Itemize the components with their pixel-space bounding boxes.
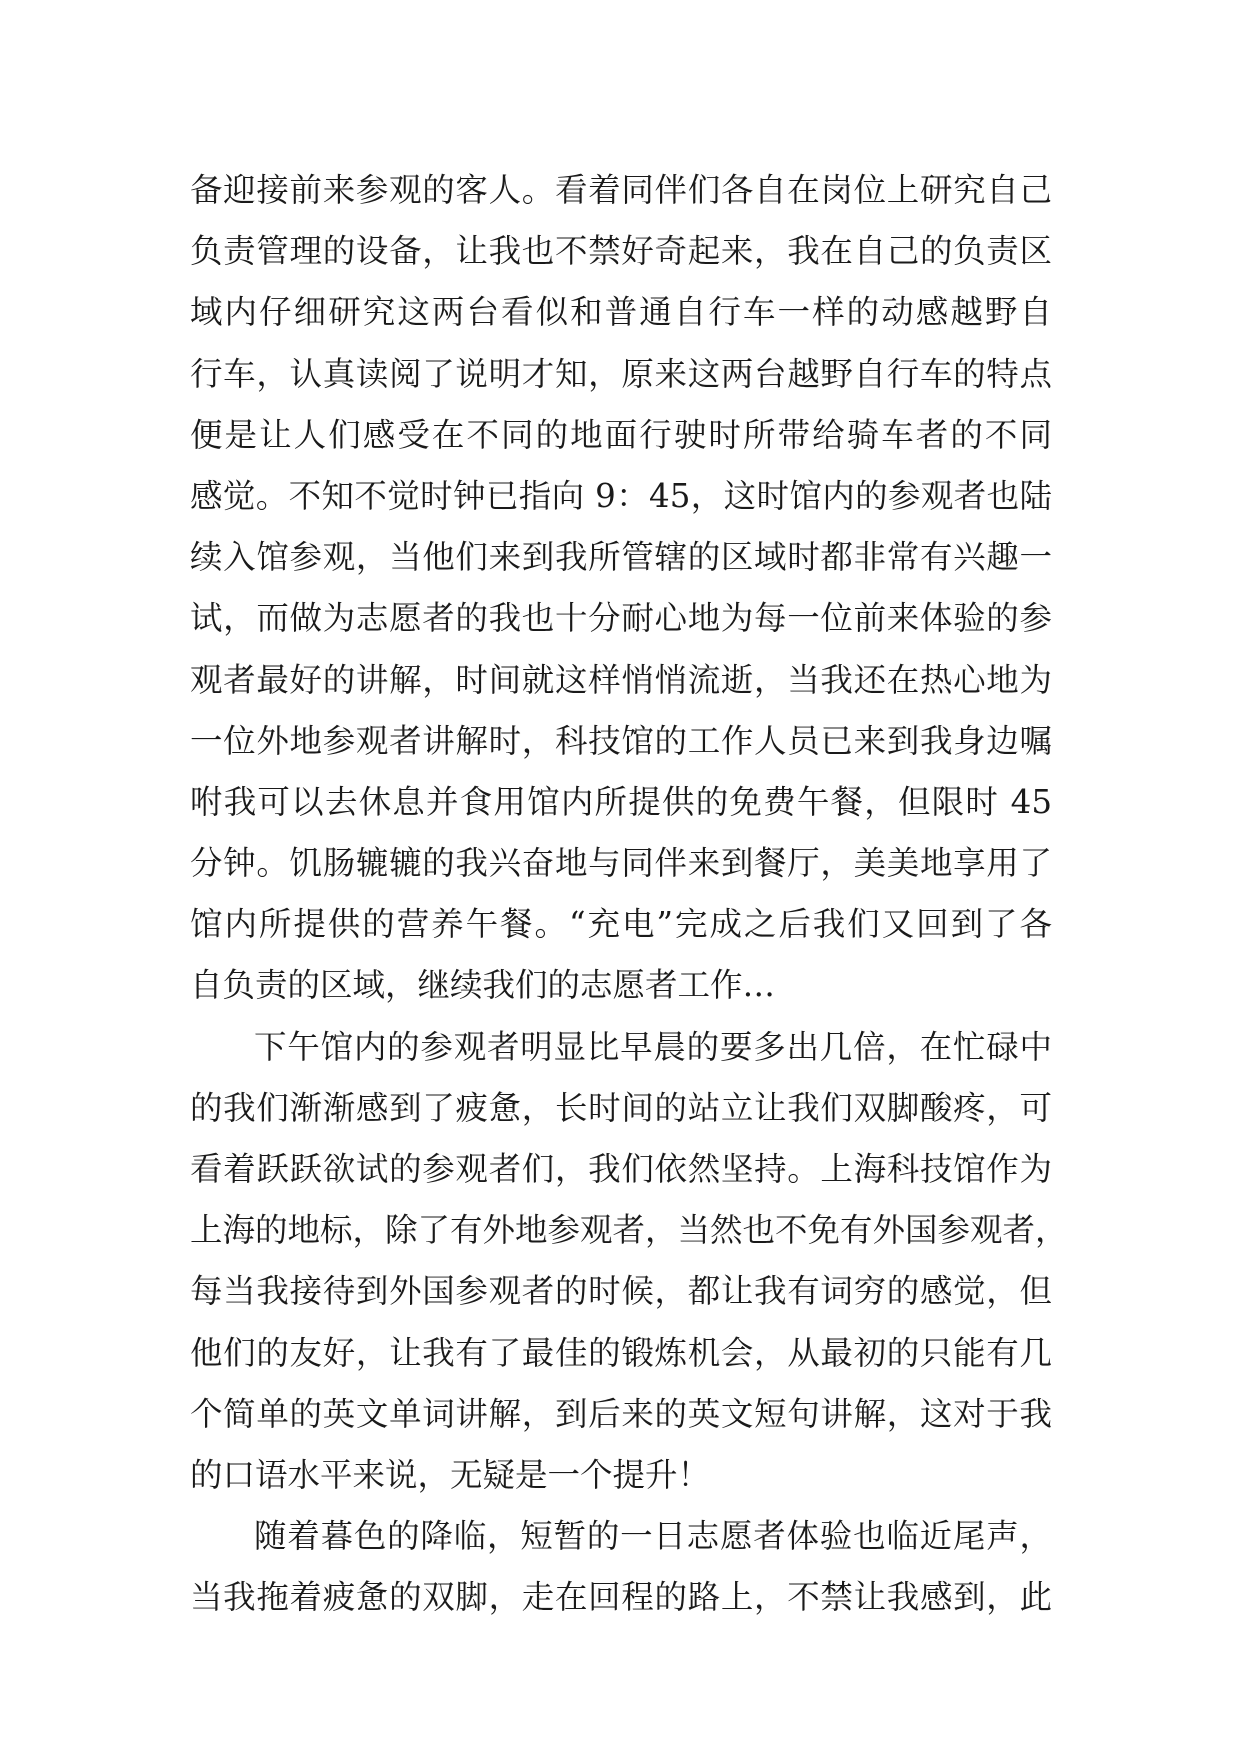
text-line: 的口语水平来说，无疑是一个提升！ <box>190 1455 711 1494</box>
text-line: 续入馆参观，当他们来到我所管辖的区域时都非常有兴趣一 <box>190 538 1052 577</box>
text-line: 他们的友好，让我有了最佳的锻炼机会，从最初的只能有几 <box>190 1333 1052 1372</box>
text-line: 便是让人们感受在不同的地面行驶时所带给骑车者的不同 <box>190 415 1052 454</box>
paragraph-1 <box>190 160 1052 1017</box>
text-line: 感觉。不知不觉时钟已指向 9：45，这时馆内的参观者也陆 <box>190 476 1052 515</box>
text-line: 备迎接前来参观的客人。看着同伴们各自在岗位上研究自己 <box>190 171 1052 209</box>
text-line: 的我们渐渐感到了疲惫，长时间的站立让我们双脚酸疼，可 <box>190 1088 1052 1127</box>
text-line: 个简单的英文单词讲解，到后来的英文短句讲解，这对于我 <box>190 1394 1052 1433</box>
text-line: 看着跃跃欲试的参观者们，我们依然坚持。上海科技馆作为 <box>190 1150 1052 1188</box>
text-line: 馆内所提供的营养午餐。“充电”完成之后我们又回到了各 <box>190 905 1052 944</box>
text-line: 下午馆内的参观者明显比早晨的要多出几倍，在忙碌中 <box>254 1027 1052 1066</box>
text-line: 当我拖着疲惫的双脚，走在回程的路上，不禁让我感到，此 <box>190 1578 1052 1617</box>
text-line: 负责管理的设备，让我也不禁好奇起来，我在自己的负责区 <box>190 232 1052 271</box>
paragraph-2 <box>190 1017 1068 1507</box>
text-line: 随着暮色的降临，短暂的一日志愿者体验也临近尾声， <box>254 1517 1052 1556</box>
text-line: 试，而做为志愿者的我也十分耐心地为每一位前来体验的参 <box>190 599 1052 638</box>
text-line: 上海的地标，除了有外地参观者，当然也不免有外国参观者， <box>190 1211 1068 1250</box>
text-line: 分钟。饥肠辘辘的我兴奋地与同伴来到餐厅，美美地享用了 <box>190 844 1052 883</box>
text-line: 每当我接待到外国参观者的时候，都让我有词穷的感觉，但 <box>190 1272 1052 1311</box>
text-line: 一位外地参观者讲解时，科技馆的工作人员已来到我身边嘱 <box>190 721 1052 760</box>
text-line: 观者最好的讲解，时间就这样悄悄流逝，当我还在热心地为 <box>190 660 1052 699</box>
text-line: 自负责的区域，继续我们的志愿者工作… <box>190 966 776 1005</box>
text-line: 域内仔细研究这两台看似和普通自行车一样的动感越野自 <box>190 293 1052 332</box>
paragraph-3 <box>190 1506 1052 1628</box>
body-text <box>190 160 1068 1629</box>
text-line: 咐我可以去休息并食用馆内所提供的免费午餐，但限时 45 <box>190 782 1052 821</box>
text-line: 行车，认真读阅了说明才知，原来这两台越野自行车的特点 <box>190 354 1052 393</box>
